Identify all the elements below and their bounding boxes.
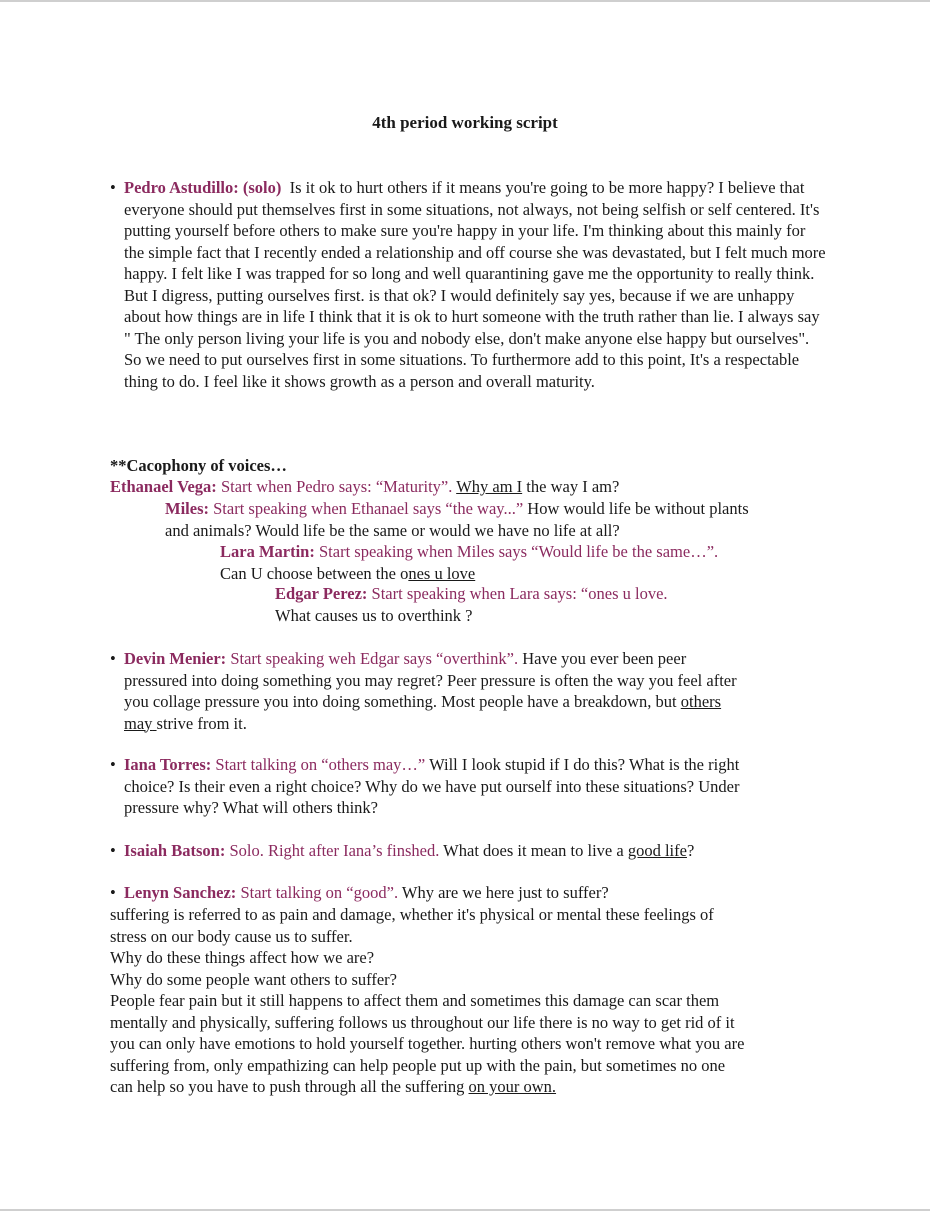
speaker-name-ethanael: Ethanael Vega:	[110, 477, 217, 496]
devin-cue: Start speaking weh Edgar says “overthink”.	[230, 649, 519, 668]
lara-text: Can U choose between the o	[220, 563, 409, 583]
pedro-text: Is it ok to hurt others if it means you're going to be more happy? I believe that everyone should put themselves first in some situations, not always, not being selfish or self centered. It's putting yourself before others to make sure you're happy in your life. I'm thinking about this mainly for the simple fact that I recently ended a relationship and off course she was devastated, but I felt much more happy. I felt like I was trapped for so long and well quarantining gave me the opportunity to really think. But I digress, putting ourselves first. is that ok? I would definitely say yes, because if we are unhappy about how things are in life I think that it is ok to hurt someone with the truth rather than lie. I always say " The only person living your life is you and nobody else, don't make anyone else happy but ourselves". So we need to put ourselves first in some situations. To furthermore add to this point, It's a respectable thing to do. I feel like it shows growth as a person and overall maturity.	[124, 178, 826, 391]
devin-text-2: pressured into doing something you may regret? Peer pressure is often the way you feel after	[124, 670, 737, 690]
devin-text-1: Have you ever been peer	[522, 649, 687, 668]
devin-text-3: you collage pressure you into doing something. Most people have a breakdown, but	[124, 692, 677, 711]
miles-text-1: How would life be without plants	[527, 499, 749, 518]
bullet: •	[110, 649, 116, 668]
ethanael-cue: Start when Pedro says: “Maturity”.	[220, 477, 453, 496]
bullet: •	[110, 178, 116, 197]
lenyn-line: suffering is referred to as pain and damage, whether it's physical or mental these feelings of	[110, 905, 714, 924]
lara-line	[220, 541, 718, 584]
isaiah-underlined: good life	[627, 841, 687, 860]
lenyn-cue: Start talking on “good”.	[240, 883, 399, 902]
speaker-name-iana: Iana Torres:	[124, 755, 212, 774]
speaker-name-miles: Miles:	[165, 499, 209, 518]
iana-paragraph	[110, 754, 740, 819]
lenyn-header-line	[110, 882, 609, 904]
ethanael-underlined: Why am I	[456, 477, 523, 496]
speaker-name-devin: Devin Menier:	[124, 649, 227, 668]
devin-paragraph	[110, 648, 737, 734]
speaker-name-lara: Lara Martin:	[220, 542, 315, 561]
devin-text-4: strive from it.	[156, 713, 247, 733]
cacophony-heading: **Cacophony of voices…	[110, 456, 287, 475]
edgar-line	[275, 583, 668, 626]
speaker-name-isaiah: Isaiah Batson:	[124, 841, 226, 860]
iana-cue: Start talking on “others may…”	[215, 755, 426, 774]
isaiah-end: ?	[686, 841, 695, 860]
lenyn-line: stress on our body cause us to suffer.	[110, 926, 353, 946]
ethanael-line	[110, 476, 619, 498]
document-title: 4th period working script	[372, 113, 558, 132]
edgar-cue: Start speaking when Lara says: “ones u love.	[371, 584, 668, 603]
iana-text-1: Will I look stupid if I do this? What is the right	[429, 755, 740, 774]
lenyn-line: mentally and physically, suffering follows us throughout our life there is no way to get rid of it	[110, 1012, 735, 1032]
miles-cue: Start speaking when Ethanael says “the way...”	[213, 499, 524, 518]
bullet: •	[110, 883, 116, 902]
lenyn-line: you can only have emotions to hold yourself together. hurting others won't remove what you are	[110, 1034, 745, 1053]
lenyn-line: People fear pain but it still happens to affect them and sometimes this damage can scar them	[110, 991, 720, 1010]
lenyn-line: Why do these things affect how we are?	[110, 948, 375, 967]
lenyn-body	[110, 904, 744, 1098]
devin-underlined-1: others	[680, 692, 722, 711]
devin-underlined-2: may	[124, 713, 153, 733]
lenyn-text: Why are we here just to suffer?	[401, 883, 609, 902]
edgar-text: What causes us to overthink ?	[275, 605, 473, 625]
iana-text-2: choice? Is their even a right choice? Why do we have put ourself into these situations? Under	[124, 776, 740, 796]
lenyn-line: suffering from, only empathizing can help people put up with the pain, but sometimes no one	[110, 1055, 726, 1075]
ethanael-text: the way I am?	[526, 477, 620, 496]
lenyn-last-text: can help so you have to push through all the suffering	[110, 1077, 465, 1096]
miles-text-2: and animals? Would life be the same or would we have no life at all?	[165, 520, 620, 540]
speaker-name-pedro: Pedro Astudillo: (solo)	[124, 178, 282, 197]
bullet: •	[110, 755, 116, 774]
page-bottom-border	[0, 1209, 930, 1211]
lara-cue: Start speaking when Miles says “Would life be the same…”.	[318, 542, 719, 561]
miles-line	[165, 498, 749, 541]
speaker-name-edgar: Edgar Perez:	[275, 584, 368, 603]
isaiah-paragraph	[110, 840, 695, 862]
bullet: •	[110, 841, 116, 860]
lenyn-last-underlined: on your own.	[468, 1077, 557, 1096]
lenyn-line: Why do some people want others to suffer?	[110, 969, 397, 989]
isaiah-text: What does it mean to live a	[443, 841, 624, 860]
lara-underlined: nes u love	[408, 563, 476, 583]
pedro-paragraph	[110, 177, 829, 392]
iana-text-3: pressure why? What will others think?	[124, 798, 379, 817]
speaker-name-lenyn: Lenyn Sanchez:	[124, 883, 237, 902]
isaiah-cue: Solo. Right after Iana’s finshed.	[229, 841, 440, 860]
